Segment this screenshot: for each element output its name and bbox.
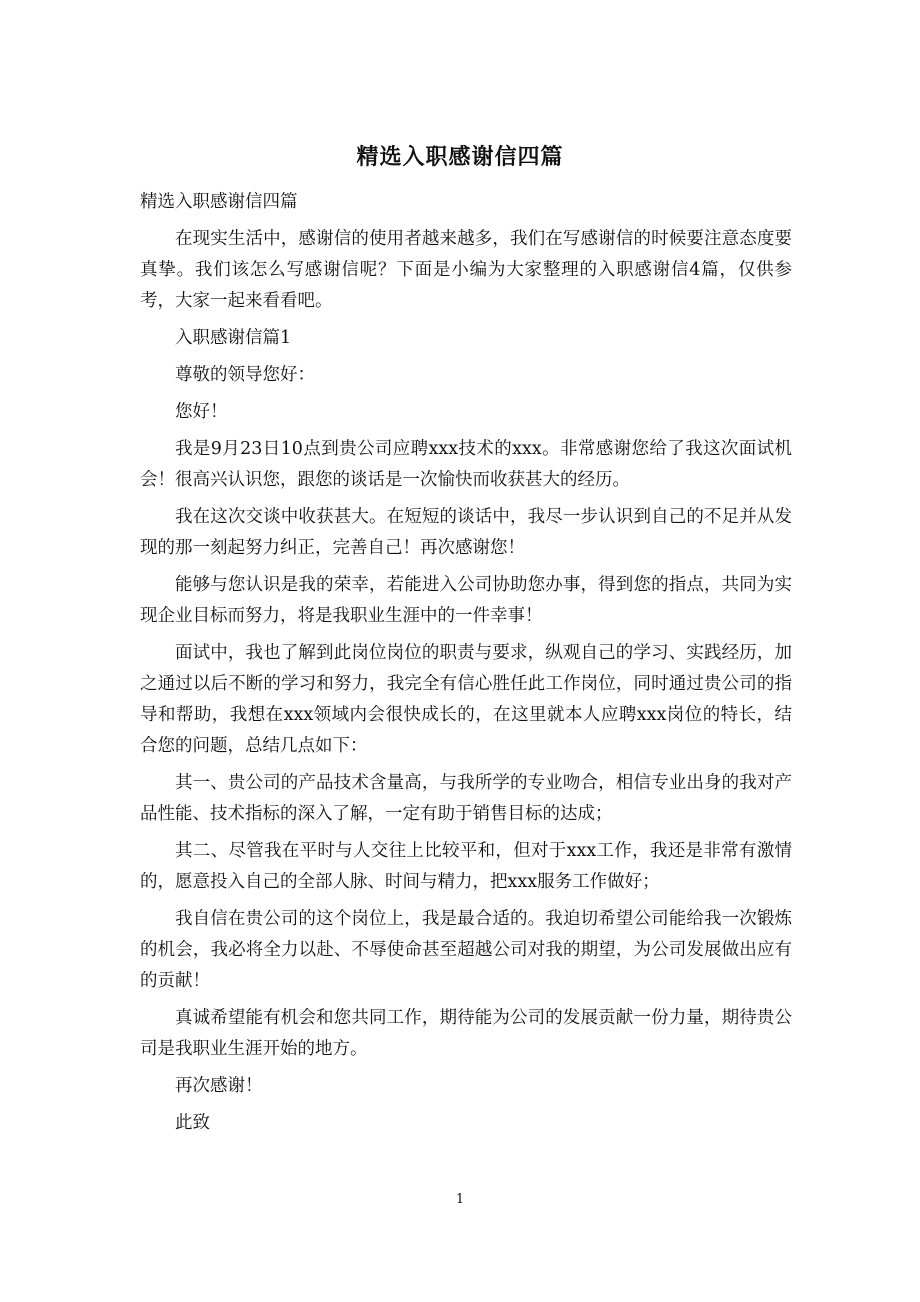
body-paragraph: 其二、尽管我在平时与人交往上比较平和，但对于xxx工作，我还是非常有激情的，愿意投入自己的全部人脉、时间与精力，把xxx服务工作做好； — [140, 841, 792, 892]
document-body — [140, 187, 792, 1139]
body-paragraph: 我在这次交谈中收获甚大。在短短的谈话中，我尽一步认识到自己的不足并从发现的那一刻起努力纠正，完善自己！再次感谢您！ — [140, 507, 792, 558]
salutation: 尊敬的领导您好： — [175, 365, 315, 385]
body-paragraph: 我是9月23日10点到贵公司应聘xxx技术的xxx。非常感谢您给了我这次面试机会！很高兴认识您，跟您的谈话是一次愉快而收获甚大的经历。 — [140, 439, 792, 490]
letter-heading: 入职感谢信篇1 — [175, 328, 292, 348]
body-paragraph: 真诚希望能有机会和您共同工作，期待能为公司的发展贡献一份力量，期待贵公司是我职业生涯开始的地方。 — [140, 1008, 792, 1059]
document-title: 精选入职感谢信四篇 — [356, 144, 564, 170]
closing-thanks: 再次感谢！ — [175, 1076, 263, 1096]
body-paragraph: 面试中，我也了解到此岗位岗位的职责与要求，纵观自己的学习、实践经历，加之通过以后不断的学习和努力，我完全有信心胜任此工作岗位，同时通过贵公司的指导和帮助，我想在xxx领域内会很快成长的，在这里就本人应聘xxx岗位的特长，结合您的问题，总结几点如下： — [140, 643, 792, 756]
document-subtitle: 精选入职感谢信四篇 — [140, 192, 298, 212]
page-number: 1 — [455, 1192, 465, 1207]
body-paragraph: 能够与您认识是我的荣幸，若能进入公司协助您办事，得到您的指点，共同为实现企业目标而努力，将是我职业生涯中的一件幸事！ — [140, 575, 792, 626]
body-paragraph: 其一、贵公司的产品技术含量高，与我所学的专业吻合，相信专业出身的我对产品性能、技术指标的深入了解，一定有助于销售目标的达成； — [140, 773, 792, 824]
intro-paragraph: 在现实生活中，感谢信的使用者越来越多，我们在写感谢信的时候要注意态度要真挚。我们该怎么写感谢信呢？下面是小编为大家整理的入职感谢信4篇，仅供参考，大家一起来看看吧。 — [140, 229, 792, 311]
body-paragraph: 我自信在贵公司的这个岗位上，我是最合适的。我迫切希望公司能给我一次锻炼的机会，我必将全力以赴、不辱使命甚至超越公司对我的期望，为公司发展做出应有的贡献！ — [140, 909, 792, 991]
closing-salutation: 此致 — [175, 1113, 210, 1133]
greeting: 您好！ — [175, 402, 228, 422]
